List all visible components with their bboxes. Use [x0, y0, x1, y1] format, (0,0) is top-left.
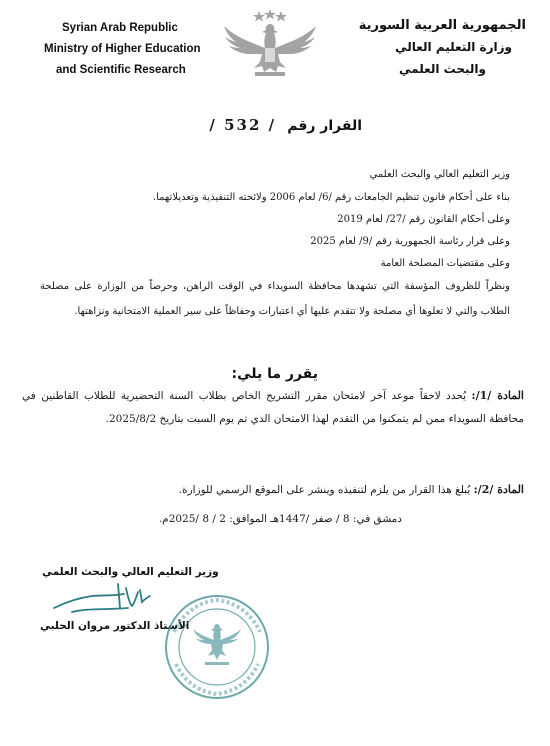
preamble-public-interest: وعلى مقتضيات المصلحة العامة	[380, 258, 510, 269]
preamble-circumstances: ونظراً للظروف المؤسفة التي تشهدها محافظة السويداء في الوقت الراهن، وحرصاً من الوزارة على مصلحة الطلاب والتي لا تعلوها أي مصلحة ولا تتقدم عليها أي اعتبارات وحفاظاً على سير العملية الامتحانية ونزاهتها.	[40, 281, 510, 317]
preamble-law-2006: بناء على أحكام قانون تنظيم الجامعات رقم /6/ لعام 2006 ولائحته التنفيذية وتعديلاتهما.	[152, 192, 510, 203]
article-1-label: المادة /1/:	[471, 389, 524, 402]
signatory-name: الأستاذ الدكتور مروان الحلبي	[40, 620, 190, 632]
article-1	[22, 384, 524, 431]
article-2-label: المادة /2/:	[473, 483, 524, 496]
syrian-eagle-emblem-icon	[220, 8, 320, 83]
preamble-law-2019: وعلى أحكام القانون رقم /27/ لعام 2019	[337, 214, 510, 225]
ministry-seal-stamp-icon	[162, 592, 272, 702]
decides-heading: يقرر ما يلي:	[231, 366, 318, 382]
decision-heading	[209, 115, 362, 134]
article-1-text: يُحدد لاحقاً موعد آخر لامتحان مقرر التشريح الخاص بطلاب السنة التحضيرية للطلاب القاطنين في محافظة السويداء ممن لم يتمكنوا من التقدم لهذا الامتحان الذي تم يوم السبت بتاريخ 2025/8/2.	[22, 390, 524, 425]
preamble-minister: وزير التعليم العالي والبحث العلمي	[369, 169, 510, 180]
article-2	[22, 478, 524, 502]
header-en-line2: Ministry of Higher Education	[44, 43, 201, 55]
article-2-text: يُبلغ هذا القرار من يلزم لتنفيذه وينشر على الموقع الرسمي للوزارة.	[178, 484, 471, 496]
handwritten-signature-icon	[48, 578, 168, 618]
header-ar-line3: والبحث العلمي	[399, 62, 486, 76]
header-ar-line2: وزارة التعليم العالي	[395, 40, 512, 54]
date-line: دمشق في: 8 / صفر /1447هـ الموافق: 2 / 8 /2025م.	[158, 513, 402, 525]
preamble-decree-2025: وعلى قرار رئاسة الجمهورية رقم /9/ لعام 2025	[310, 236, 510, 247]
header-ar-line1: الجمهورية العربية السورية	[358, 18, 526, 33]
header-en-line3: and Scientific Research	[56, 64, 186, 76]
decision-label: القرار رقم	[287, 118, 362, 134]
signatory-title: وزير التعليم العالي والبحث العلمي	[42, 566, 219, 578]
decision-number: / 532 /	[209, 116, 277, 134]
header-en-line1: Syrian Arab Republic	[62, 22, 178, 34]
